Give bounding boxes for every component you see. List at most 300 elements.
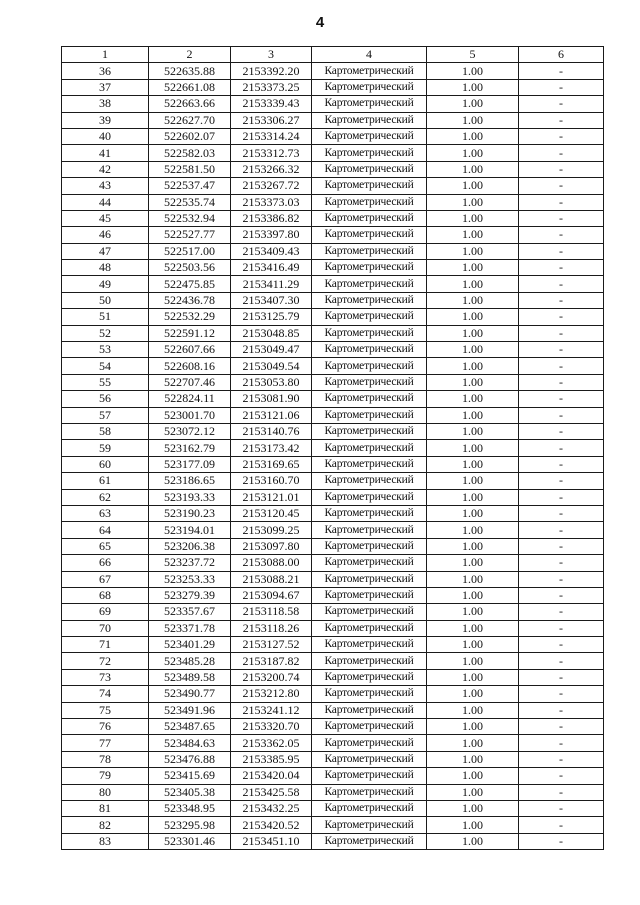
x-coordinate-cell: 522582.03 xyxy=(149,145,231,161)
y-coordinate-cell: 2153118.58 xyxy=(231,604,312,620)
method-cell: Картометрический xyxy=(312,276,427,292)
table-row xyxy=(62,669,604,685)
x-coordinate-cell: 522663.66 xyxy=(149,96,231,112)
description-cell: - xyxy=(519,751,604,767)
description-cell: - xyxy=(519,374,604,390)
accuracy-cell: 1.00 xyxy=(427,210,519,226)
description-cell: - xyxy=(519,620,604,636)
description-cell: - xyxy=(519,833,604,849)
method-cell: Картометрический xyxy=(312,194,427,210)
method-cell: Картометрический xyxy=(312,128,427,144)
y-coordinate-cell: 2153392.20 xyxy=(231,63,312,79)
x-coordinate-cell: 522517.00 xyxy=(149,243,231,259)
description-cell: - xyxy=(519,63,604,79)
description-cell: - xyxy=(519,735,604,751)
point-number-cell: 47 xyxy=(62,243,149,259)
table-row xyxy=(62,178,604,194)
x-coordinate-cell: 523001.70 xyxy=(149,407,231,423)
point-number-cell: 63 xyxy=(62,505,149,521)
table-row xyxy=(62,194,604,210)
method-cell: Картометрический xyxy=(312,391,427,407)
description-cell: - xyxy=(519,784,604,800)
accuracy-cell: 1.00 xyxy=(427,178,519,194)
description-cell: - xyxy=(519,800,604,816)
x-coordinate-cell: 523279.39 xyxy=(149,587,231,603)
table-row xyxy=(62,260,604,276)
description-cell: - xyxy=(519,719,604,735)
accuracy-cell: 1.00 xyxy=(427,571,519,587)
description-cell: - xyxy=(519,538,604,554)
table-row xyxy=(62,768,604,784)
description-cell: - xyxy=(519,407,604,423)
column-header: 4 xyxy=(312,47,427,63)
column-header: 2 xyxy=(149,47,231,63)
x-coordinate-cell: 523357.67 xyxy=(149,604,231,620)
accuracy-cell: 1.00 xyxy=(427,719,519,735)
x-coordinate-cell: 522591.12 xyxy=(149,325,231,341)
y-coordinate-cell: 2153425.58 xyxy=(231,784,312,800)
x-coordinate-cell: 523253.33 xyxy=(149,571,231,587)
accuracy-cell: 1.00 xyxy=(427,96,519,112)
x-coordinate-cell: 523206.38 xyxy=(149,538,231,554)
column-header: 1 xyxy=(62,47,149,63)
point-number-cell: 83 xyxy=(62,833,149,849)
x-coordinate-cell: 523072.12 xyxy=(149,423,231,439)
method-cell: Картометрический xyxy=(312,702,427,718)
point-number-cell: 39 xyxy=(62,112,149,128)
accuracy-cell: 1.00 xyxy=(427,260,519,276)
description-cell: - xyxy=(519,79,604,95)
point-number-cell: 55 xyxy=(62,374,149,390)
x-coordinate-cell: 523489.58 xyxy=(149,669,231,685)
accuracy-cell: 1.00 xyxy=(427,538,519,554)
description-cell: - xyxy=(519,227,604,243)
x-coordinate-cell: 522581.50 xyxy=(149,161,231,177)
description-cell: - xyxy=(519,178,604,194)
y-coordinate-cell: 2153314.24 xyxy=(231,128,312,144)
point-number-cell: 76 xyxy=(62,719,149,735)
table-row xyxy=(62,751,604,767)
table-row xyxy=(62,112,604,128)
table-row xyxy=(62,505,604,521)
accuracy-cell: 1.00 xyxy=(427,63,519,79)
y-coordinate-cell: 2153451.10 xyxy=(231,833,312,849)
point-number-cell: 62 xyxy=(62,489,149,505)
x-coordinate-cell: 523193.33 xyxy=(149,489,231,505)
point-number-cell: 49 xyxy=(62,276,149,292)
x-coordinate-cell: 522607.66 xyxy=(149,342,231,358)
method-cell: Картометрический xyxy=(312,784,427,800)
method-cell: Картометрический xyxy=(312,423,427,439)
description-cell: - xyxy=(519,423,604,439)
description-cell: - xyxy=(519,522,604,538)
method-cell: Картометрический xyxy=(312,833,427,849)
method-cell: Картометрический xyxy=(312,292,427,308)
point-number-cell: 81 xyxy=(62,800,149,816)
method-cell: Картометрический xyxy=(312,768,427,784)
point-number-cell: 58 xyxy=(62,423,149,439)
y-coordinate-cell: 2153121.06 xyxy=(231,407,312,423)
table-row xyxy=(62,587,604,603)
accuracy-cell: 1.00 xyxy=(427,374,519,390)
y-coordinate-cell: 2153385.95 xyxy=(231,751,312,767)
description-cell: - xyxy=(519,587,604,603)
y-coordinate-cell: 2153397.80 xyxy=(231,227,312,243)
point-number-cell: 67 xyxy=(62,571,149,587)
table-row xyxy=(62,128,604,144)
table-row xyxy=(62,342,604,358)
y-coordinate-cell: 2153407.30 xyxy=(231,292,312,308)
y-coordinate-cell: 2153140.76 xyxy=(231,423,312,439)
point-number-cell: 43 xyxy=(62,178,149,194)
method-cell: Картометрический xyxy=(312,817,427,833)
x-coordinate-cell: 523405.38 xyxy=(149,784,231,800)
y-coordinate-cell: 2153118.26 xyxy=(231,620,312,636)
method-cell: Картометрический xyxy=(312,587,427,603)
y-coordinate-cell: 2153173.42 xyxy=(231,440,312,456)
x-coordinate-cell: 523348.95 xyxy=(149,800,231,816)
table-row xyxy=(62,637,604,653)
table-body xyxy=(62,63,604,850)
accuracy-cell: 1.00 xyxy=(427,145,519,161)
point-number-cell: 48 xyxy=(62,260,149,276)
y-coordinate-cell: 2153049.54 xyxy=(231,358,312,374)
point-number-cell: 53 xyxy=(62,342,149,358)
accuracy-cell: 1.00 xyxy=(427,440,519,456)
y-coordinate-cell: 2153125.79 xyxy=(231,309,312,325)
description-cell: - xyxy=(519,260,604,276)
point-number-cell: 37 xyxy=(62,79,149,95)
method-cell: Картометрический xyxy=(312,96,427,112)
description-cell: - xyxy=(519,194,604,210)
y-coordinate-cell: 2153121.01 xyxy=(231,489,312,505)
y-coordinate-cell: 2153169.65 xyxy=(231,456,312,472)
accuracy-cell: 1.00 xyxy=(427,128,519,144)
point-number-cell: 56 xyxy=(62,391,149,407)
point-number-cell: 69 xyxy=(62,604,149,620)
accuracy-cell: 1.00 xyxy=(427,276,519,292)
point-number-cell: 61 xyxy=(62,473,149,489)
y-coordinate-cell: 2153267.72 xyxy=(231,178,312,194)
x-coordinate-cell: 522824.11 xyxy=(149,391,231,407)
point-number-cell: 57 xyxy=(62,407,149,423)
description-cell: - xyxy=(519,669,604,685)
point-number-cell: 75 xyxy=(62,702,149,718)
accuracy-cell: 1.00 xyxy=(427,473,519,489)
y-coordinate-cell: 2153339.43 xyxy=(231,96,312,112)
table-row xyxy=(62,227,604,243)
table-row xyxy=(62,243,604,259)
y-coordinate-cell: 2153099.25 xyxy=(231,522,312,538)
point-number-cell: 44 xyxy=(62,194,149,210)
method-cell: Картометрический xyxy=(312,604,427,620)
method-cell: Картометрический xyxy=(312,473,427,489)
accuracy-cell: 1.00 xyxy=(427,637,519,653)
y-coordinate-cell: 2153420.52 xyxy=(231,817,312,833)
point-number-cell: 36 xyxy=(62,63,149,79)
method-cell: Картометрический xyxy=(312,571,427,587)
x-coordinate-cell: 523487.65 xyxy=(149,719,231,735)
accuracy-cell: 1.00 xyxy=(427,751,519,767)
x-coordinate-cell: 523190.23 xyxy=(149,505,231,521)
description-cell: - xyxy=(519,604,604,620)
point-number-cell: 54 xyxy=(62,358,149,374)
x-coordinate-cell: 523295.98 xyxy=(149,817,231,833)
point-number-cell: 60 xyxy=(62,456,149,472)
column-header: 5 xyxy=(427,47,519,63)
accuracy-cell: 1.00 xyxy=(427,112,519,128)
description-cell: - xyxy=(519,358,604,374)
table-row xyxy=(62,620,604,636)
point-number-cell: 74 xyxy=(62,686,149,702)
y-coordinate-cell: 2153320.70 xyxy=(231,719,312,735)
column-header: 3 xyxy=(231,47,312,63)
accuracy-cell: 1.00 xyxy=(427,587,519,603)
method-cell: Картометрический xyxy=(312,145,427,161)
table-row xyxy=(62,325,604,341)
description-cell: - xyxy=(519,473,604,489)
accuracy-cell: 1.00 xyxy=(427,423,519,439)
method-cell: Картометрический xyxy=(312,260,427,276)
table-row xyxy=(62,571,604,587)
description-cell: - xyxy=(519,391,604,407)
x-coordinate-cell: 523371.78 xyxy=(149,620,231,636)
x-coordinate-cell: 522537.47 xyxy=(149,178,231,194)
method-cell: Картометрический xyxy=(312,210,427,226)
x-coordinate-cell: 523194.01 xyxy=(149,522,231,538)
description-cell: - xyxy=(519,128,604,144)
y-coordinate-cell: 2153306.27 xyxy=(231,112,312,128)
x-coordinate-cell: 522707.46 xyxy=(149,374,231,390)
accuracy-cell: 1.00 xyxy=(427,489,519,505)
table-header-row xyxy=(62,47,604,63)
table-row xyxy=(62,276,604,292)
description-cell: - xyxy=(519,210,604,226)
description-cell: - xyxy=(519,489,604,505)
method-cell: Картометрический xyxy=(312,735,427,751)
method-cell: Картометрический xyxy=(312,227,427,243)
description-cell: - xyxy=(519,702,604,718)
accuracy-cell: 1.00 xyxy=(427,391,519,407)
coordinates-table xyxy=(61,46,604,850)
point-number-cell: 68 xyxy=(62,587,149,603)
accuracy-cell: 1.00 xyxy=(427,817,519,833)
point-number-cell: 72 xyxy=(62,653,149,669)
point-number-cell: 79 xyxy=(62,768,149,784)
point-number-cell: 64 xyxy=(62,522,149,538)
x-coordinate-cell: 522535.74 xyxy=(149,194,231,210)
table-row xyxy=(62,161,604,177)
point-number-cell: 71 xyxy=(62,637,149,653)
description-cell: - xyxy=(519,686,604,702)
x-coordinate-cell: 523484.63 xyxy=(149,735,231,751)
point-number-cell: 41 xyxy=(62,145,149,161)
table-row xyxy=(62,800,604,816)
description-cell: - xyxy=(519,817,604,833)
table-row xyxy=(62,96,604,112)
method-cell: Картометрический xyxy=(312,538,427,554)
y-coordinate-cell: 2153409.43 xyxy=(231,243,312,259)
accuracy-cell: 1.00 xyxy=(427,735,519,751)
table-row xyxy=(62,374,604,390)
table-row xyxy=(62,784,604,800)
x-coordinate-cell: 523485.28 xyxy=(149,653,231,669)
accuracy-cell: 1.00 xyxy=(427,833,519,849)
method-cell: Картометрический xyxy=(312,669,427,685)
y-coordinate-cell: 2153048.85 xyxy=(231,325,312,341)
x-coordinate-cell: 522635.88 xyxy=(149,63,231,79)
table-row xyxy=(62,555,604,571)
accuracy-cell: 1.00 xyxy=(427,309,519,325)
point-number-cell: 78 xyxy=(62,751,149,767)
x-coordinate-cell: 522475.85 xyxy=(149,276,231,292)
x-coordinate-cell: 522532.29 xyxy=(149,309,231,325)
method-cell: Картометрический xyxy=(312,620,427,636)
method-cell: Картометрический xyxy=(312,309,427,325)
table-row xyxy=(62,79,604,95)
table-row xyxy=(62,309,604,325)
x-coordinate-cell: 522503.56 xyxy=(149,260,231,276)
accuracy-cell: 1.00 xyxy=(427,407,519,423)
x-coordinate-cell: 522661.08 xyxy=(149,79,231,95)
method-cell: Картометрический xyxy=(312,637,427,653)
table-row xyxy=(62,456,604,472)
point-number-cell: 46 xyxy=(62,227,149,243)
y-coordinate-cell: 2153411.29 xyxy=(231,276,312,292)
accuracy-cell: 1.00 xyxy=(427,686,519,702)
description-cell: - xyxy=(519,292,604,308)
accuracy-cell: 1.00 xyxy=(427,555,519,571)
y-coordinate-cell: 2153127.52 xyxy=(231,637,312,653)
table-row xyxy=(62,719,604,735)
accuracy-cell: 1.00 xyxy=(427,505,519,521)
method-cell: Картометрический xyxy=(312,358,427,374)
description-cell: - xyxy=(519,325,604,341)
accuracy-cell: 1.00 xyxy=(427,768,519,784)
method-cell: Картометрический xyxy=(312,243,427,259)
description-cell: - xyxy=(519,768,604,784)
y-coordinate-cell: 2153432.25 xyxy=(231,800,312,816)
point-number-cell: 70 xyxy=(62,620,149,636)
table-row xyxy=(62,817,604,833)
y-coordinate-cell: 2153386.82 xyxy=(231,210,312,226)
x-coordinate-cell: 522602.07 xyxy=(149,128,231,144)
table-row xyxy=(62,210,604,226)
point-number-cell: 45 xyxy=(62,210,149,226)
y-coordinate-cell: 2153053.80 xyxy=(231,374,312,390)
table-row xyxy=(62,473,604,489)
x-coordinate-cell: 523491.96 xyxy=(149,702,231,718)
description-cell: - xyxy=(519,571,604,587)
accuracy-cell: 1.00 xyxy=(427,653,519,669)
x-coordinate-cell: 523177.09 xyxy=(149,456,231,472)
method-cell: Картометрический xyxy=(312,505,427,521)
y-coordinate-cell: 2153266.32 xyxy=(231,161,312,177)
x-coordinate-cell: 522532.94 xyxy=(149,210,231,226)
table-row xyxy=(62,391,604,407)
method-cell: Картометрический xyxy=(312,112,427,128)
y-coordinate-cell: 2153373.25 xyxy=(231,79,312,95)
y-coordinate-cell: 2153160.70 xyxy=(231,473,312,489)
description-cell: - xyxy=(519,161,604,177)
point-number-cell: 80 xyxy=(62,784,149,800)
description-cell: - xyxy=(519,96,604,112)
x-coordinate-cell: 523415.69 xyxy=(149,768,231,784)
accuracy-cell: 1.00 xyxy=(427,604,519,620)
table-row xyxy=(62,423,604,439)
method-cell: Картометрический xyxy=(312,407,427,423)
point-number-cell: 77 xyxy=(62,735,149,751)
point-number-cell: 38 xyxy=(62,96,149,112)
accuracy-cell: 1.00 xyxy=(427,227,519,243)
point-number-cell: 52 xyxy=(62,325,149,341)
y-coordinate-cell: 2153094.67 xyxy=(231,587,312,603)
description-cell: - xyxy=(519,505,604,521)
method-cell: Картометрический xyxy=(312,79,427,95)
accuracy-cell: 1.00 xyxy=(427,243,519,259)
description-cell: - xyxy=(519,276,604,292)
y-coordinate-cell: 2153088.00 xyxy=(231,555,312,571)
accuracy-cell: 1.00 xyxy=(427,800,519,816)
method-cell: Картометрический xyxy=(312,800,427,816)
x-coordinate-cell: 522436.78 xyxy=(149,292,231,308)
y-coordinate-cell: 2153049.47 xyxy=(231,342,312,358)
method-cell: Картометрический xyxy=(312,751,427,767)
method-cell: Картометрический xyxy=(312,342,427,358)
x-coordinate-cell: 523162.79 xyxy=(149,440,231,456)
table-row xyxy=(62,489,604,505)
point-number-cell: 51 xyxy=(62,309,149,325)
table-row xyxy=(62,702,604,718)
y-coordinate-cell: 2153212.80 xyxy=(231,686,312,702)
point-number-cell: 73 xyxy=(62,669,149,685)
method-cell: Картометрический xyxy=(312,555,427,571)
table-row xyxy=(62,735,604,751)
description-cell: - xyxy=(519,112,604,128)
description-cell: - xyxy=(519,440,604,456)
accuracy-cell: 1.00 xyxy=(427,702,519,718)
x-coordinate-cell: 523186.65 xyxy=(149,473,231,489)
description-cell: - xyxy=(519,342,604,358)
description-cell: - xyxy=(519,637,604,653)
method-cell: Картометрический xyxy=(312,374,427,390)
accuracy-cell: 1.00 xyxy=(427,292,519,308)
method-cell: Картометрический xyxy=(312,653,427,669)
x-coordinate-cell: 523401.29 xyxy=(149,637,231,653)
table-row xyxy=(62,653,604,669)
point-number-cell: 66 xyxy=(62,555,149,571)
point-number-cell: 82 xyxy=(62,817,149,833)
description-cell: - xyxy=(519,309,604,325)
accuracy-cell: 1.00 xyxy=(427,784,519,800)
y-coordinate-cell: 2153200.74 xyxy=(231,669,312,685)
y-coordinate-cell: 2153081.90 xyxy=(231,391,312,407)
description-cell: - xyxy=(519,653,604,669)
x-coordinate-cell: 522608.16 xyxy=(149,358,231,374)
method-cell: Картометрический xyxy=(312,440,427,456)
y-coordinate-cell: 2153312.73 xyxy=(231,145,312,161)
accuracy-cell: 1.00 xyxy=(427,79,519,95)
y-coordinate-cell: 2153120.45 xyxy=(231,505,312,521)
description-cell: - xyxy=(519,456,604,472)
table-row xyxy=(62,538,604,554)
point-number-cell: 65 xyxy=(62,538,149,554)
point-number-cell: 59 xyxy=(62,440,149,456)
accuracy-cell: 1.00 xyxy=(427,358,519,374)
y-coordinate-cell: 2153097.80 xyxy=(231,538,312,554)
table-row xyxy=(62,358,604,374)
x-coordinate-cell: 523301.46 xyxy=(149,833,231,849)
